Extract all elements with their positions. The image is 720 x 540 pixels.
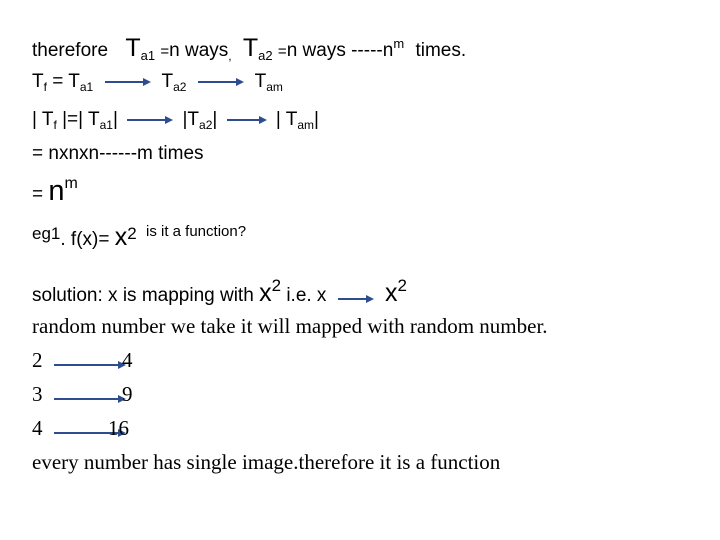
a2-subscript: a2 bbox=[199, 118, 213, 132]
comma: , bbox=[228, 49, 232, 63]
mapping-right: 9 bbox=[122, 382, 133, 406]
abs-open-2: |T bbox=[182, 109, 200, 130]
arrow-icon bbox=[54, 388, 126, 409]
a1-subscript: a1 bbox=[79, 80, 94, 94]
ie-text: i.e. x bbox=[286, 285, 327, 306]
a1-subscript: a1 bbox=[99, 118, 113, 132]
equals-2: = bbox=[277, 43, 287, 60]
abs-open-3: | T bbox=[275, 109, 298, 130]
f-subscript: f bbox=[53, 118, 57, 132]
line-7 bbox=[32, 277, 407, 306]
abs-close-1: | bbox=[112, 109, 118, 130]
t-a1-subscript: a1 bbox=[140, 48, 156, 63]
equals-1: = bbox=[160, 43, 170, 60]
arrow-icon bbox=[198, 76, 244, 88]
n-ways-2: n ways -----n bbox=[286, 40, 394, 61]
solution-text: solution: x is mapping with bbox=[32, 285, 254, 306]
m-power-superscript: m bbox=[64, 175, 78, 192]
question-text: is it a function? bbox=[146, 223, 247, 240]
arrow-icon bbox=[227, 114, 267, 126]
mapping-left: 4 bbox=[32, 416, 43, 440]
t-a2-subscript: a2 bbox=[258, 48, 273, 63]
abs-close-2: | bbox=[212, 109, 218, 130]
a2-subscript: a2 bbox=[173, 80, 187, 94]
square-superscript: 2 bbox=[397, 276, 407, 295]
am-subscript: am bbox=[266, 80, 283, 94]
t-a1-symbol: T bbox=[125, 34, 141, 62]
equals-5: = bbox=[32, 184, 44, 205]
times-word: times. bbox=[415, 40, 467, 61]
x-variable: x bbox=[114, 223, 128, 251]
function-definition: . f(x)= bbox=[60, 229, 110, 250]
x-variable: x bbox=[385, 279, 398, 307]
abs-close-3: | bbox=[314, 109, 319, 130]
arrow-icon bbox=[54, 354, 126, 375]
tf-subscript: f bbox=[43, 80, 47, 94]
random-number-text: random number we take it will mapped with random number. bbox=[32, 314, 548, 338]
line-4 bbox=[32, 144, 204, 163]
mapping-left: 2 bbox=[32, 348, 43, 372]
m-superscript: m bbox=[393, 36, 405, 51]
square-superscript: 2 bbox=[271, 276, 282, 295]
conclusion-line bbox=[32, 452, 500, 473]
tf-symbol: T bbox=[32, 71, 44, 92]
line-6 bbox=[32, 224, 246, 250]
conclusion-text: every number has single image.therefore it is a function bbox=[32, 450, 501, 474]
n-ways-1: n ways bbox=[169, 40, 229, 61]
square-superscript: 2 bbox=[127, 224, 137, 243]
t-symbol-2: T bbox=[161, 71, 174, 92]
abs-mid: |=| T bbox=[62, 109, 100, 130]
am-subscript: am bbox=[297, 118, 315, 132]
equals-t: = T bbox=[52, 71, 80, 92]
line-2 bbox=[32, 72, 283, 93]
mapping-right: 4 bbox=[122, 348, 133, 372]
t-a2-symbol: T bbox=[242, 34, 259, 62]
arrow-icon bbox=[127, 114, 173, 126]
line-5 bbox=[32, 176, 78, 206]
t-symbol-m: T bbox=[254, 71, 267, 92]
arrow-icon bbox=[338, 293, 374, 305]
mapping-right: 16 bbox=[108, 416, 129, 440]
n-power: n bbox=[48, 175, 65, 207]
eg-label: eg1 bbox=[32, 224, 61, 243]
mapping-left: 3 bbox=[32, 382, 43, 406]
line-8 bbox=[32, 316, 548, 337]
product-text: = nxnxn------m times bbox=[32, 143, 204, 164]
abs-open: | T bbox=[32, 109, 54, 130]
therefore-word: therefore bbox=[32, 40, 109, 61]
arrow-icon bbox=[105, 76, 151, 88]
line-1 bbox=[32, 36, 466, 62]
line-3 bbox=[32, 110, 319, 131]
x-variable: x bbox=[259, 279, 272, 307]
